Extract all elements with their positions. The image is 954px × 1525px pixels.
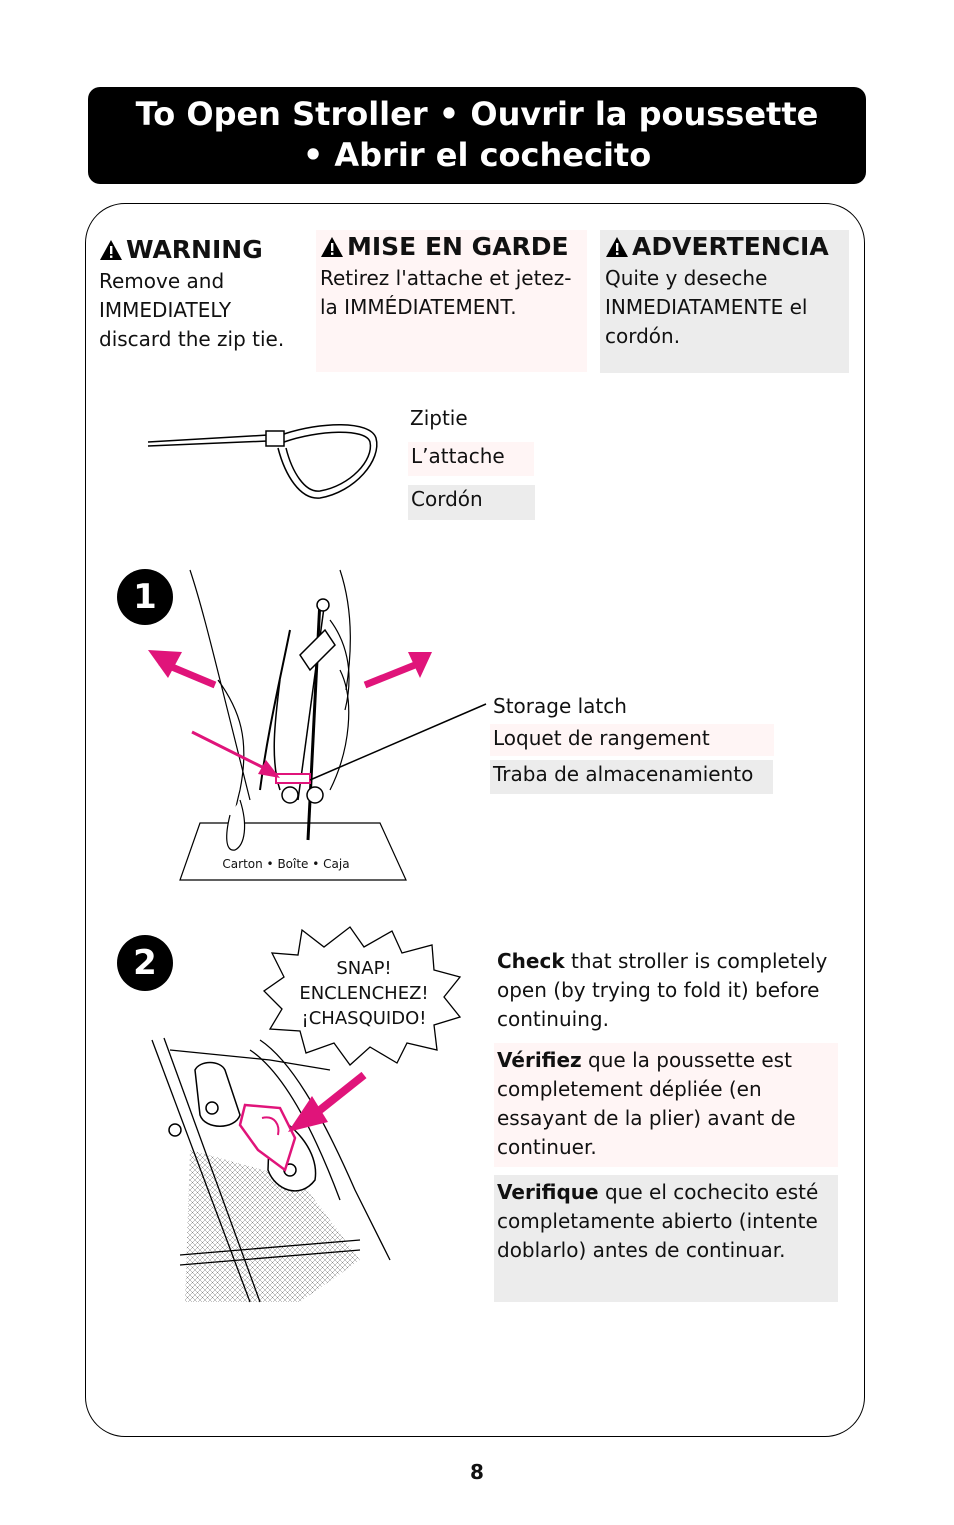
ziptie-illustration bbox=[140, 420, 390, 510]
title-line-2: • Abrir el cochecito bbox=[302, 136, 652, 174]
latch-label-es: Traba de almacenamiento bbox=[490, 760, 773, 794]
carton-label: Carton • Boîte • Caja bbox=[222, 857, 350, 871]
step-2-illustration bbox=[150, 1030, 390, 1310]
warning-es-text: Quite y deseche INMEDIATAMENTE el cordón. bbox=[605, 266, 808, 348]
warning-triangle-icon bbox=[320, 236, 344, 258]
ziptie-label-en: Ziptie bbox=[410, 406, 468, 430]
check-es-bold: Verifique bbox=[497, 1180, 599, 1204]
step-2-badge: 2 bbox=[117, 935, 173, 991]
check-fr-bold: Vérifiez bbox=[497, 1048, 582, 1072]
page-number: 8 bbox=[470, 1460, 484, 1484]
warning-triangle-icon bbox=[99, 239, 123, 261]
check-fr bbox=[494, 1043, 838, 1167]
check-es bbox=[494, 1175, 838, 1302]
warning-en bbox=[99, 233, 309, 354]
ziptie-label-fr: L’attache bbox=[408, 442, 534, 476]
step-1-badge: 1 bbox=[117, 569, 173, 625]
latch-label-en: Storage latch bbox=[493, 694, 627, 718]
warning-es bbox=[600, 230, 849, 373]
snap-line-2: ENCLENCHEZ! bbox=[299, 983, 429, 1004]
title-line-1: To Open Stroller • Ouvrir la poussette bbox=[135, 95, 819, 133]
warning-fr bbox=[316, 230, 587, 372]
check-en bbox=[494, 944, 838, 1039]
ziptie-label-es: Cordón bbox=[408, 485, 535, 520]
warning-fr-text: Retirez l'attache et jetez-la IMMÉDIATEMENT. bbox=[320, 266, 572, 319]
warning-en-heading: WARNING bbox=[126, 235, 263, 264]
check-fr-text: que la poussette est completement dépliée (en essayant de la plier) avant de continuer. bbox=[497, 1048, 796, 1159]
snap-line-1: SNAP! bbox=[336, 958, 392, 979]
step-1-illustration bbox=[140, 560, 500, 890]
check-en-text: that stroller is completely open (by trying to fold it) before continuing. bbox=[497, 949, 828, 1031]
warning-fr-heading: MISE EN GARDE bbox=[347, 232, 569, 261]
latch-label-fr: Loquet de rangement bbox=[490, 724, 774, 756]
page-title bbox=[88, 87, 866, 184]
snap-line-3: ¡CHASQUIDO! bbox=[301, 1008, 427, 1029]
check-en-bold: Check bbox=[497, 949, 565, 973]
warning-triangle-icon bbox=[605, 236, 629, 258]
warning-en-text: Remove and IMMEDIATELY discard the zip tie. bbox=[99, 269, 285, 351]
warning-es-heading: ADVERTENCIA bbox=[632, 232, 829, 261]
snap-text bbox=[282, 956, 446, 1031]
check-es-text: que el cochecito esté completamente abierto (intente doblarlo) antes de continuar. bbox=[497, 1180, 819, 1262]
